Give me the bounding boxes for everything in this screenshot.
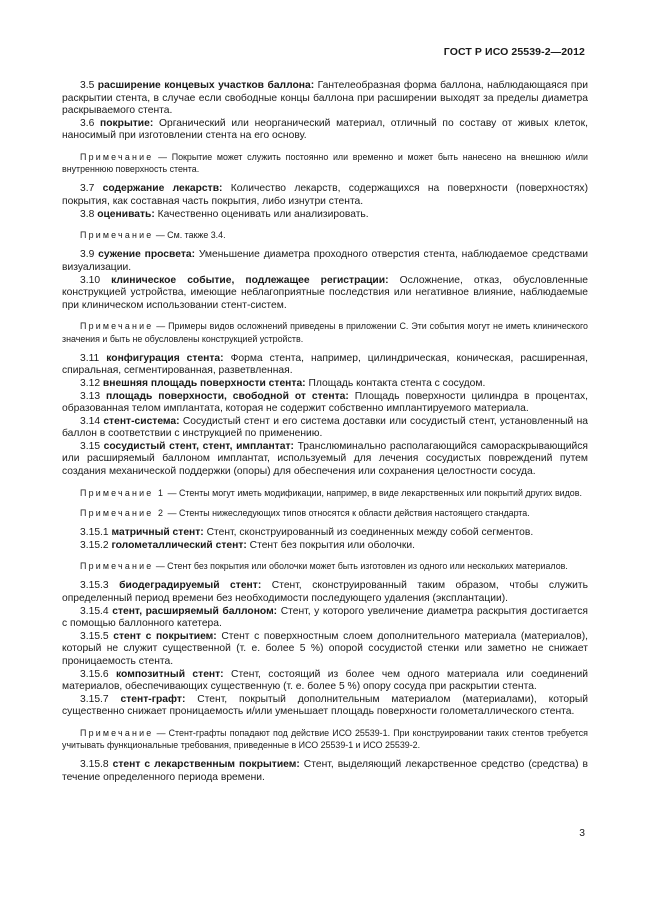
note-label: Примечание (80, 151, 154, 162)
document-body (62, 80, 588, 785)
note-paragraph (62, 151, 588, 175)
definition-paragraph (62, 606, 588, 631)
definition-text: Стент, у которого увеличение диаметра раскрытия достигается с помощью баллонного катетера. (62, 605, 588, 630)
note-paragraph (62, 507, 588, 519)
note-label: Примечание (80, 728, 154, 738)
clause-number: 3.15.7 (80, 693, 121, 705)
clause-number: 3.9 (80, 249, 99, 261)
defined-term: сосудистый стент, стент, имплантат: (103, 440, 294, 452)
clause-number: 3.15.2 (80, 539, 112, 551)
clause-number: 3.11 (80, 352, 107, 364)
definition-text: Стент, сконструированный таким образом, чтобы служить определенный период времени без необходимости последующего удаления (эксплантации). (62, 580, 588, 605)
clause-number: 3.10 (80, 274, 112, 286)
defined-term: голометаллический стент: (111, 539, 247, 551)
clause-number: 3.15.8 (80, 759, 113, 771)
note-text: — Примеры видов осложнений приведены в приложении С. Эти события могут не иметь клинического значения и быть не обусловлены конструкцией устройств. (62, 321, 588, 344)
clause-number: 3.15 (80, 440, 104, 452)
definition-text: Качественно оценивать или анализировать. (154, 208, 369, 220)
note-text: — Стент-графты попадают под действие ИСО 25539-1. При конструировании таких стентов требуется учитывать функциональные требования, приведенные в ИСО 25539-1 и ИСО 25539-2. (62, 728, 588, 751)
clause-number: 3.15.1 (80, 527, 112, 539)
definition-text: Стент, покрытый дополнительным материалом (материалами), который существенно снижает проницаемость и/или уменьшает площадь поверхности голометаллического стента. (62, 693, 588, 718)
definition-paragraph (62, 80, 588, 118)
definition-paragraph (62, 527, 588, 540)
note-text: — Стенты нижеследующих типов относятся к области действия настоящего стандарта. (165, 507, 530, 518)
clause-number: 3.5 (80, 80, 98, 91)
defined-term: покрытие: (100, 117, 154, 129)
definition-text: Стент без покрытия или оболочки. (246, 539, 415, 551)
definition-text: Осложнение, отказ, обусловленные конструкцией устройства, имеющие неблагоприятные последствия или негативное влияние, наблюдаемые при клиническом использовании стент-систем. (62, 274, 588, 311)
definition-paragraph (62, 759, 588, 784)
definition-text: Стент, состоящий из более чем одного материала или соединений материалов, обеспечивающих существенную (т. е. более 5 %) опору сосуда при раскрытии стента. (62, 668, 588, 693)
note-paragraph (62, 320, 588, 344)
note-label: Примечание 1 (80, 487, 166, 498)
definition-text: Площадь контакта стента с сосудом. (305, 377, 486, 389)
standard-header: ГОСТ Р ИСО 25539-2—2012 (443, 46, 585, 58)
definition-paragraph (62, 391, 588, 416)
definition-paragraph (62, 631, 588, 669)
definition-paragraph (62, 275, 588, 313)
clause-number: 3.15.5 (80, 630, 114, 642)
definition-paragraph (62, 669, 588, 694)
clause-number: 3.15.3 (80, 580, 120, 592)
note-text: — Стенты могут иметь модификации, например, в виде лекарственных или покрытий других видов. (165, 487, 582, 498)
definition-paragraph (62, 118, 588, 143)
definition-paragraph (62, 183, 588, 208)
clause-number: 3.8 (80, 208, 98, 220)
definition-paragraph (62, 209, 588, 222)
definition-paragraph (62, 249, 588, 274)
clause-number: 3.14 (80, 415, 104, 427)
defined-term: расширение концевых участков баллона: (97, 80, 315, 91)
definition-text: Стент, сконструированный из соединенных между собой сегментов. (203, 527, 534, 539)
clause-number: 3.12 (80, 377, 103, 389)
clause-number: 3.13 (80, 390, 106, 402)
clause-number: 3.15.4 (80, 605, 113, 617)
note-paragraph (62, 560, 588, 572)
definition-text: Стент, выделяющий лекарственное средство (средства) в течение определенного периода времени. (62, 759, 588, 783)
definition-text: Гантелеобразная форма баллона, наблюдающаяся при раскрытии стента, в случае если свободные концы баллона при расширении выходят за пределы диаметра раскрываемого стента. (62, 80, 588, 117)
note-paragraph (62, 487, 588, 499)
defined-term: конфигурация стента: (106, 352, 224, 364)
definition-text: Количество лекарств, содержащихся на поверхности (поверхностях) покрытия, как составная часть покрытия, либо изнутри стента. (62, 183, 588, 207)
definition-paragraph (62, 353, 588, 378)
note-text: — См. также 3.4. (153, 230, 226, 241)
page-number: 3 (579, 828, 585, 839)
note-paragraph (62, 229, 588, 241)
defined-term: стент с лекарственным покрытием: (112, 759, 300, 771)
defined-term: стент, расширяемый баллоном: (112, 605, 278, 617)
definition-paragraph (62, 416, 588, 441)
definition-paragraph (62, 694, 588, 719)
clause-number: 3.7 (80, 183, 103, 195)
defined-term: стент-система: (103, 415, 180, 427)
defined-term: матричный стент: (111, 527, 204, 539)
defined-term: содержание лекарств: (102, 183, 223, 195)
definition-paragraph (62, 540, 588, 553)
definition-text: Сосудистый стент и его система доставки или сосудистый стент, установленный на баллон в соответствии с инструкцией по применению. (62, 415, 588, 440)
definition-text: Форма стента, например, цилиндрическая, коническая, расширенная, спиральная, сегментированная, разветвленная. (62, 352, 588, 377)
note-label: Примечание (80, 561, 154, 572)
definition-text: Транслюминально располагающийся самораскрывающийся или расширяемый баллоном имплантат, используемый для лечения сосудистых повреждений путем создания механической поддержки (опоры) для обеспечения или сохранения целостности сосуда. (62, 440, 588, 478)
defined-term: оценивать: (97, 208, 155, 220)
definition-text: Органический или неорганический материал, отличный по составу от живых клеток, наносимый при изготовлении стента на его основу. (62, 117, 588, 142)
note-text: — Покрытие может служить постоянно или временно и может быть нанесено на внешнюю и/или внутреннюю поверхность стента. (62, 151, 588, 175)
definition-text: Площадь поверхности цилиндра в процентах, образованная телом имплантата, которая не содержит собственно имплантируемого материала. (62, 390, 589, 415)
defined-term: площадь поверхности, свободной от стента: (105, 390, 349, 402)
definition-paragraph (62, 441, 588, 479)
defined-term: композитный стент: (116, 668, 224, 680)
defined-term: внешняя площадь поверхности стента: (102, 377, 306, 389)
definition-paragraph (62, 580, 588, 605)
defined-term: клиническое событие, подлежащее регистрации: (111, 274, 389, 286)
definition-text: Уменьшение диаметра проходного отверстия стента, наблюдаемое средствами визуализации. (62, 249, 588, 273)
defined-term: биодеградируемый стент: (119, 580, 262, 592)
definition-paragraph (62, 378, 588, 391)
defined-term: стент-графт: (120, 693, 186, 705)
clause-number: 3.6 (80, 117, 101, 129)
definition-text: Стент с поверхностным слоем дополнительного материала (материалов), который не служит существенной (т. е. более 5 %) опорой сосудистой стенки или заметно не снижает проницаемость стента. (62, 630, 588, 668)
note-label: Примечание (80, 321, 154, 332)
note-label: Примечание (80, 230, 154, 241)
note-text: — Стент без покрытия или оболочки может быть изготовлен из одного или нескольких материалов. (153, 561, 568, 572)
note-paragraph (62, 727, 588, 751)
defined-term: сужение просвета: (98, 249, 196, 261)
defined-term: стент с покрытием: (113, 630, 217, 642)
note-label: Примечание 2 (80, 507, 166, 518)
clause-number: 3.15.6 (80, 668, 117, 680)
